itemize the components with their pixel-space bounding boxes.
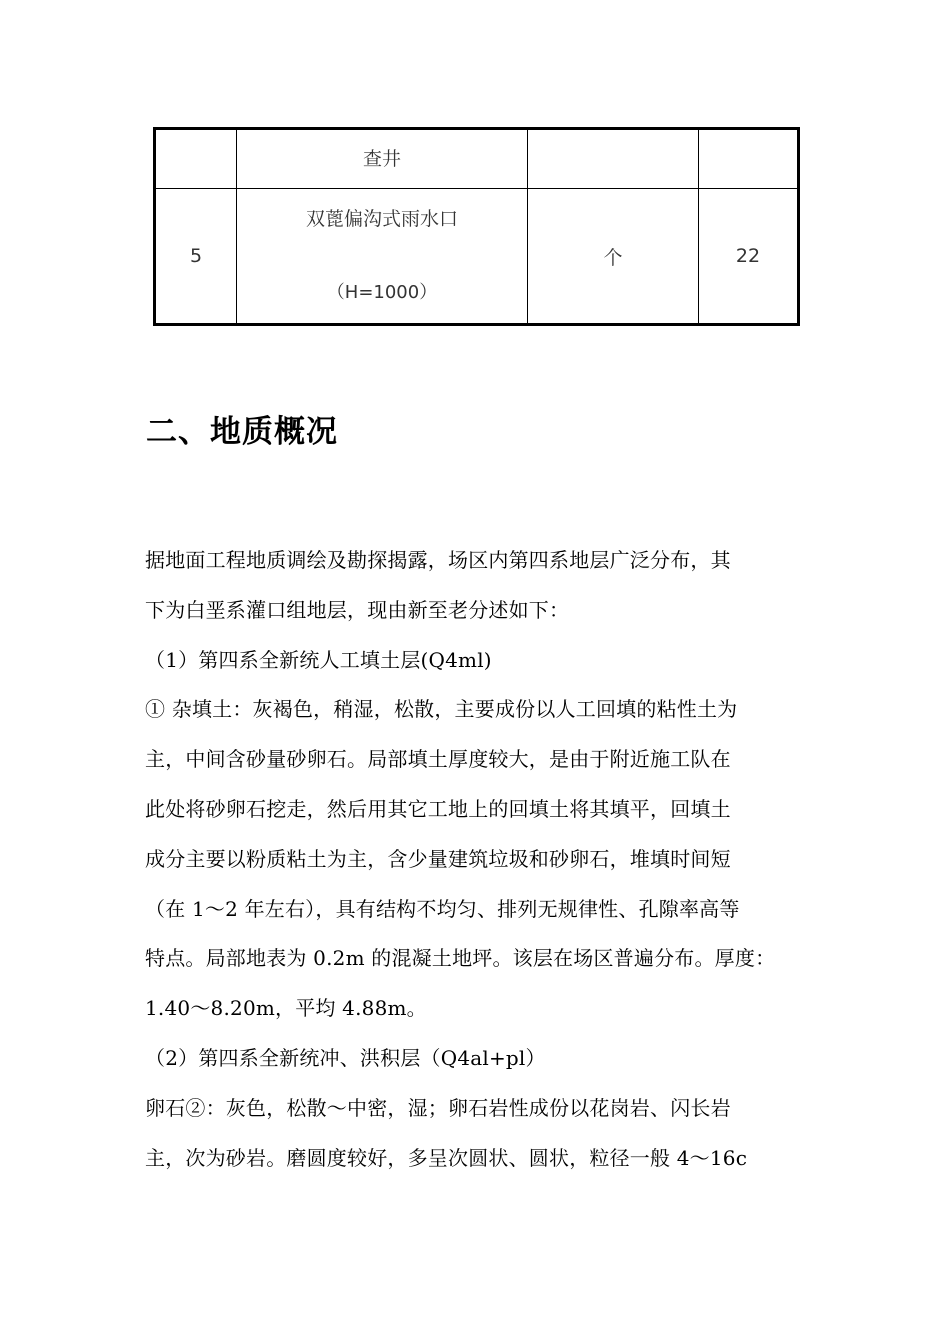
row-number-cell: 5: [155, 189, 237, 325]
quantity-cell: [699, 129, 799, 189]
item-spec: （H=1000）: [326, 282, 438, 303]
unit-cell: 个: [528, 189, 699, 325]
item-name-cell: [237, 189, 528, 325]
quantity-cell: 22: [699, 189, 799, 325]
text-line: （2）第四系全新统冲、洪积层（Q4al+pl）: [145, 1045, 546, 1070]
table-row: [155, 129, 799, 189]
item-name: 双蓖偏沟式雨水口: [305, 208, 458, 230]
text-line: 1.40～8.20m，平均 4.88m。: [145, 996, 427, 1021]
quantity-table: [153, 127, 800, 326]
geology-description: [145, 536, 810, 1183]
row-number-cell: [155, 129, 237, 189]
text-line: （1）第四系全新统人工填土层(Q4ml): [145, 647, 492, 672]
item-name-cell: [237, 129, 528, 189]
text-line: 此处将砂卵石挖走，然后用其它工地上的回填土将其填平，回填土: [145, 796, 731, 821]
section-heading: 二、地质概况: [146, 414, 338, 450]
text-line: ① 杂填土：灰褐色，稍湿，松散，主要成份以人工回填的粘性土为: [145, 697, 738, 722]
text-line: 成分主要以粉质粘土为主，含少量建筑垃圾和砂卵石，堆填时间短: [145, 846, 731, 871]
text-line: 据地面工程地质调绘及勘探揭露，场区内第四系地层广泛分布，其: [145, 548, 731, 572]
text-line: 特点。局部地表为 0.2m 的混凝土地坪。该层在场区普遍分布。厚度：: [145, 946, 776, 971]
text-line: 主，中间含砂量砂卵石。局部填土厚度较大，是由于附近施工队在: [145, 747, 731, 772]
text-line: 主，次为砂岩。磨圆度较好，多呈次圆状、圆状，粒径一般 4～16c: [145, 1145, 748, 1170]
text-line: 卵石②：灰色，松散～中密，湿；卵石岩性成份以花岗岩、闪长岩: [145, 1095, 731, 1120]
text-line: （在 1～2 年左右），具有结构不均匀、排列无规律性、孔隙率高等: [145, 896, 740, 921]
text-line: 下为白垩系灌口组地层，现由新至老分述如下：: [145, 597, 570, 622]
unit-cell: [528, 129, 699, 189]
item-name: 查井: [362, 148, 401, 170]
table-row: [155, 189, 799, 325]
